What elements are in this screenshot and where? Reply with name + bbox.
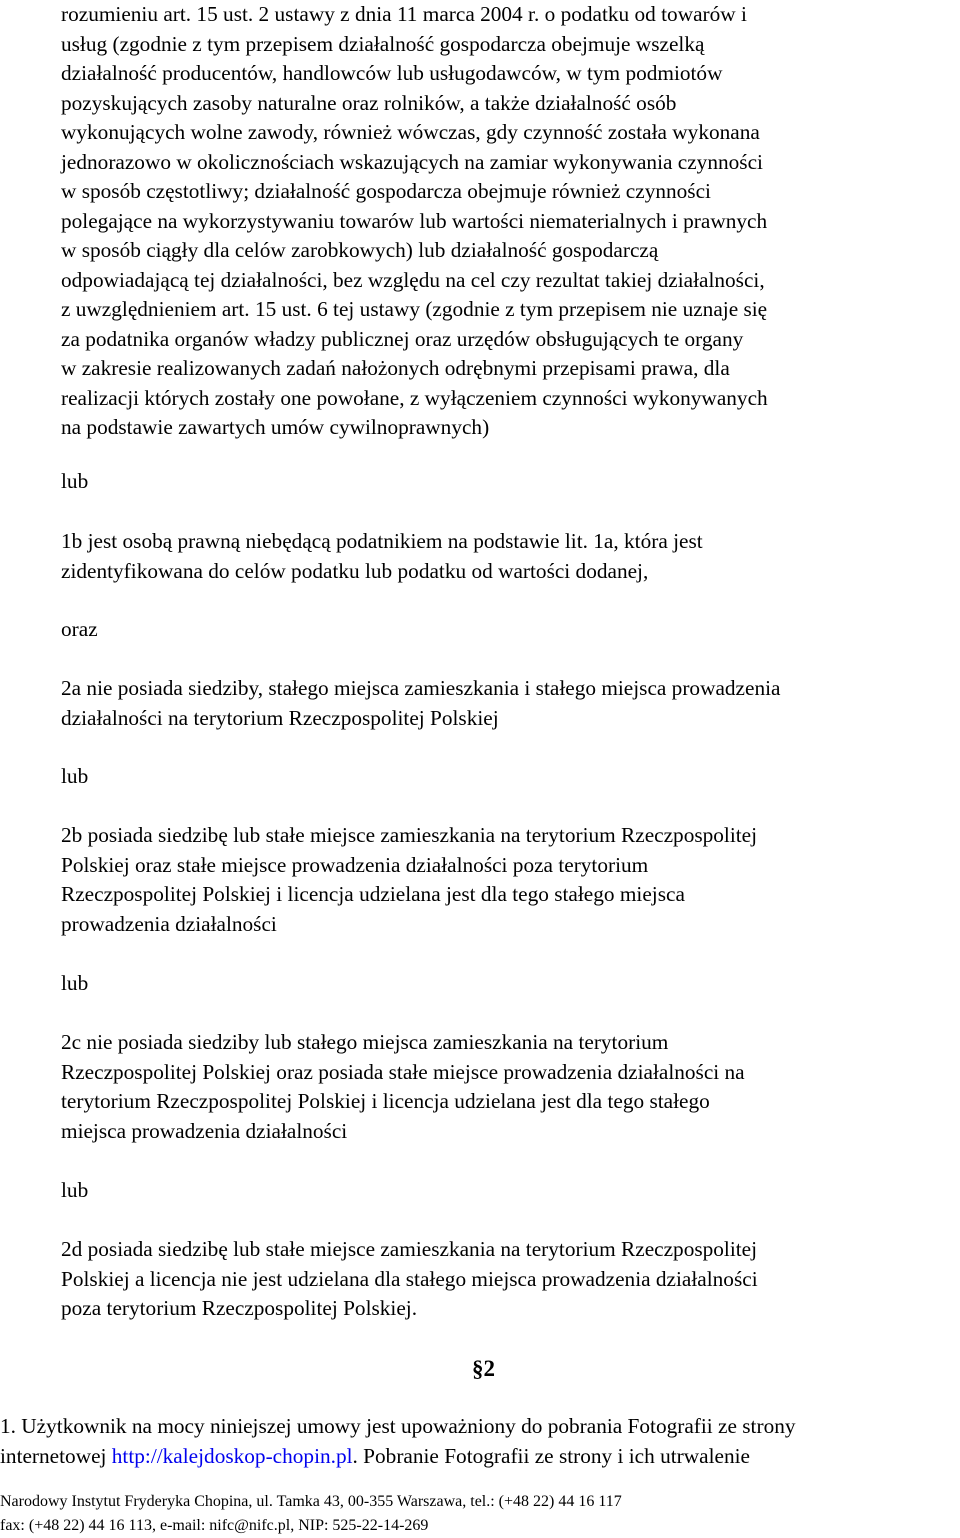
- text-line: wykonujących wolne zawody, również wówczas, gdy czynność została wykonana: [61, 120, 760, 144]
- text-line: z uwzględnieniem art. 15 ust. 6 tej ustawy (zgodnie z tym przepisem nie uznaje się: [61, 297, 768, 321]
- connector-oraz: [61, 615, 951, 645]
- text-line: w zakresie realizowanych zadań nałożonych odrębnymi przepisami prawa, dla: [61, 356, 730, 380]
- text-line: za podatnika organów władzy publicznej oraz urzędów obsługujących te organy: [61, 326, 744, 351]
- text-line: poza terytorium Rzeczpospolitej Polskiej.: [61, 1296, 418, 1320]
- text-line: na podstawie zawartych umów cywilnoprawnych): [61, 415, 490, 439]
- text-line: [0, 1442, 960, 1472]
- text-line: polegające na wykorzystywaniu towarów lub wartości niematerialnych i prawnych: [61, 208, 768, 233]
- clause-2d: [61, 1235, 951, 1324]
- connector-lub-1: [61, 467, 951, 497]
- text-line: Polskiej oraz stałe miejsce prowadzenia działalności poza terytorium: [61, 852, 649, 877]
- section-heading: §2: [472, 1356, 495, 1381]
- page-footer: [0, 1490, 960, 1538]
- text-line: jednorazowo w okolicznościach wskazujących na zamiar wykonywania czynności: [61, 149, 763, 174]
- text-fragment: . Pobranie Fotografii ze strony i ich utrwalenie: [352, 1443, 750, 1468]
- text-line: zidentyfikowana do celów podatku lub podatku od wartości dodanej,: [61, 558, 649, 583]
- point-1: [0, 1412, 960, 1471]
- text-line: realizacji których zostały one powołane, z wyłączeniem czynności wykonywanych: [61, 385, 768, 410]
- text-line: Rzeczpospolitej Polskiej i licencja udzielana jest dla tego stałego miejsca: [61, 882, 685, 906]
- connector-lub-2: [61, 762, 951, 792]
- connector-word: oraz: [61, 617, 98, 641]
- website-link[interactable]: http://kalejdoskop-chopin.pl: [111, 1443, 353, 1468]
- text-line: w sposób częstotliwy; działalność gospodarcza obejmuje również czynności: [61, 179, 711, 203]
- footer-contact: fax: (+48 22) 44 16 113, e-mail: nifc@nifc.pl, NIP: 525-22-14-269: [0, 1517, 429, 1534]
- text-fragment: internetowej: [0, 1443, 112, 1468]
- text-line: pozyskujących zasoby naturalne oraz rolników, a także działalność osób: [61, 90, 677, 115]
- connector-word: lub: [61, 1178, 89, 1202]
- text-line: 2c nie posiada siedziby lub stałego miejsca zamieszkania na terytorium: [61, 1030, 669, 1054]
- text-line: 2a nie posiada siedziby, stałego miejsca zamieszkania i stałego miejsca prowadzenia: [61, 676, 781, 700]
- text-line: prowadzenia działalności: [61, 911, 277, 936]
- text-line: 1b jest osobą prawną niebędącą podatnikiem na podstawie lit. 1a, która jest: [61, 529, 703, 553]
- footer-address: Narodowy Instytut Fryderyka Chopina, ul. Tamka 43, 00-355 Warszawa, tel.: (+48 22) 44 16 117: [0, 1493, 622, 1510]
- paragraph-main: [61, 0, 951, 443]
- text-line: odpowiadającą tej działalności, bez względu na cel czy rezultat takiej działalności,: [61, 267, 765, 292]
- text-line: usług (zgodnie z tym przepisem działalność gospodarcza obejmuje wszelką: [61, 31, 705, 56]
- clause-2c: [61, 1028, 951, 1146]
- text-line: działalności na terytorium Rzeczpospolitej Polskiej: [61, 705, 499, 730]
- clause-2b: [61, 821, 951, 939]
- text-line: 2b posiada siedzibę lub stałe miejsce zamieszkania na terytorium Rzeczpospolitej: [61, 823, 758, 847]
- text-line: 2d posiada siedzibę lub stałe miejsce zamieszkania na terytorium Rzeczpospolitej: [61, 1237, 758, 1261]
- clause-1b: [61, 527, 951, 586]
- text-line: miejsca prowadzenia działalności: [61, 1118, 348, 1143]
- text-line: Rzeczpospolitej Polskiej oraz posiada stałe miejsce prowadzenia działalności na: [61, 1059, 745, 1084]
- connector-word: lub: [61, 469, 89, 493]
- connector-word: lub: [61, 764, 89, 788]
- text-line: rozumieniu art. 15 ust. 2 ustawy z dnia 11 marca 2004 r. o podatku od towarów i: [61, 2, 747, 26]
- connector-lub-3: [61, 969, 951, 999]
- text-line: 1. Użytkownik na mocy niniejszej umowy jest upoważniony do pobrania Fotografii ze strony: [0, 1414, 796, 1438]
- text-line: terytorium Rzeczpospolitej Polskiej i licencja udzielana jest dla tego stałego: [61, 1089, 710, 1113]
- connector-word: lub: [61, 971, 89, 995]
- connector-lub-4: [61, 1176, 951, 1206]
- text-line: w sposób ciągły dla celów zarobkowych) lub działalność gospodarczą: [61, 238, 659, 262]
- text-line: działalność producentów, handlowców lub usługodawców, w tym podmiotów: [61, 61, 723, 85]
- clause-2a: [61, 674, 951, 733]
- text-line: Polskiej a licencja nie jest udzielana dla stałego miejsca prowadzenia działalności: [61, 1266, 758, 1291]
